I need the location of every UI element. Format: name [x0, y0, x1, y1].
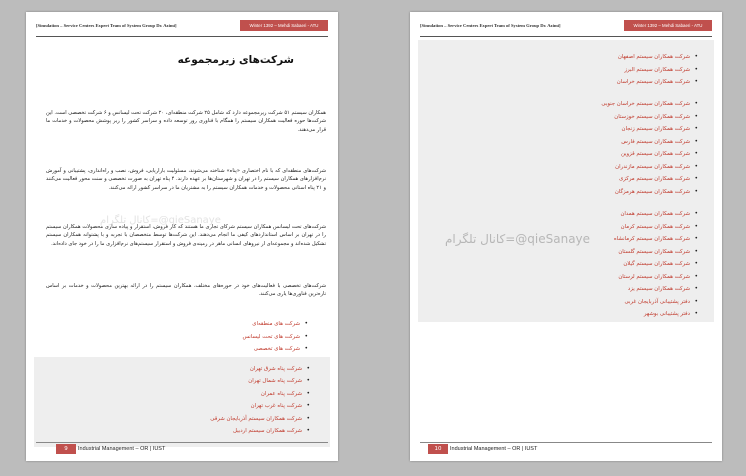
section-title: شرکت‌های زیرمجموعه	[177, 54, 294, 66]
list-item[interactable]: • شرکت همکاران سیستم یزد	[614, 283, 698, 296]
list-item[interactable]: • شرکت همکاران سیستم اصفهان	[617, 51, 698, 64]
watermark-text: کانال تلگرام=@qieSanaye	[445, 232, 591, 246]
list-item[interactable]: • شرکت همکاران سیستم گلستان	[614, 246, 698, 259]
paragraph-regional: شرکت‌های منطقه‌ای که با نام اختصاری «پناه» شناخته می‌شوند، مسئولیت بازاریابی، فروش، نصب و راه‌اندازی، پشتیبانی و آموزش نرم‌افزارهای همکاران سیستم را در تهران و شهرستان‌ها بر عهده دارند. ۴ پناه تهران به صورت تخصصی و سنت محور فعالیت می‌کنند و ۲۱ پناه استانی محصولات و خدمات همکاران سیستم را به مشتریان ما در سراسر کشور ارائه می‌کنند.	[46, 168, 326, 191]
list-item[interactable]: • شرکت همکاران سیستم قزوین	[601, 148, 698, 161]
page-footer	[420, 444, 712, 454]
list-item[interactable]: • دفتر پشتیبانی بوشهر	[614, 308, 698, 321]
list-item[interactable]: • شرکت های تحت لیسانس	[242, 331, 308, 344]
footer-text: Industrial Management – OR | IUST	[450, 446, 538, 452]
list-item[interactable]: • شرکت همکاران سیستم فارس	[601, 136, 698, 149]
list-item[interactable]: • شرکت همکاران سیستم کرمان	[614, 221, 698, 234]
list-item[interactable]: • شرکت همکاران سیستم آذربایجان شرقی	[210, 413, 310, 425]
footer-divider	[36, 442, 328, 443]
list-item[interactable]: • شرکت همکاران سیستم لرستان	[614, 271, 698, 284]
list-item[interactable]: • شرکت همکاران سیستم همدان	[614, 208, 698, 221]
header-divider	[420, 36, 712, 37]
list-item[interactable]: • شرکت همکاران سیستم خراسان جنوبی	[601, 98, 698, 111]
paragraph-intro: همکاران سیستم ۵۱ شرکت زیرمجموعه دارد که شامل ۲۵ شرکت منطقه‌ای، ۲۰ شرکت تحت لیسانس و ۶ شرکت تخصصی است. این شرکت‌ها حوزه فعالیت همکاران سیستم را همگام با فناوری روز توسعه داده و سراسر کشور را زیر پوشش محصولات و خدمات ما قرار می‌دهند.	[46, 110, 326, 133]
list-item[interactable]: • شرکت همکاران سیستم اردبیل	[210, 425, 310, 437]
document-page-left	[26, 12, 338, 461]
page-number: 10	[428, 444, 448, 454]
list-item[interactable]: • شرکت پناه شمال تهران	[210, 375, 310, 387]
watermark-faint: کانال تلگرام=@qieSanaye	[100, 215, 221, 226]
paragraph-specialized: شرکت‌های تخصصی با فعالیت‌های خود در حوزه‌های مختلف، همکاران سیستم را در ارائه بهترین محصولات و خدمات بر اساس تازه‌ترین فناوری‌ها یاری می‌کنند.	[46, 283, 326, 298]
list-item[interactable]: • شرکت همکاران سیستم مرکزی	[601, 173, 698, 186]
header-right-badge: Winter 1392 – Mehdi Sabaeri - ATU	[624, 20, 712, 31]
header-left-text: [Simulation – Service Centers Expert Team of System Group Dr. Azimi]	[420, 23, 561, 28]
paragraph-licensed: شرکت‌های تحت لیسانس همکاران سیستم شرکای تجاری ما هستند که کار فروش، استقرار و پیاده سازی محصولات همکاران سیستم را در تهران بر اساس استانداردهای کیفی ما انجام می‌دهند. این شرکت‌ها توسط متخصصان با تجربه و با پشتوانه همکاران سیستم تشکیل شده‌اند و مجموعه‌ای از نیروهای انسانی ماهر در زمینه‌ی فروش و استقرار سیستم‌های نرم‌افزاری ما را در خود جای داده‌اند.	[46, 224, 326, 247]
header-left-text: [Simulation – Service Centers Expert Team of System Group Dr. Azimi]	[36, 23, 177, 28]
header-right-badge: Winter 1392 – Mehdi Sabaeri - ATU	[240, 20, 328, 31]
list-item[interactable]: • شرکت پناه عمران	[210, 388, 310, 400]
list-item[interactable]: • شرکت همکاران سیستم هرمزگان	[601, 186, 698, 199]
company-types-list	[242, 318, 308, 356]
page-number: 9	[56, 444, 76, 454]
companies-group-3	[614, 208, 698, 321]
header-divider	[36, 36, 328, 37]
page-header	[420, 20, 712, 34]
list-item[interactable]: • شرکت همکاران سیستم خوزستان	[601, 111, 698, 124]
footer-divider	[420, 442, 712, 443]
list-item[interactable]: • شرکت همکاران سیستم البرز	[617, 64, 698, 77]
page-header	[36, 20, 328, 34]
offices-list	[210, 363, 310, 437]
list-item[interactable]: • دفتر پشتیبانی آذربایجان غربی	[614, 296, 698, 309]
footer-text: Industrial Management – OR | IUST	[78, 446, 166, 452]
list-item[interactable]: • شرکت همکاران سیستم کرمانشاه	[614, 233, 698, 246]
list-item[interactable]: • شرکت پناه غرب تهران	[210, 400, 310, 412]
list-item[interactable]: • شرکت های منطقه‌ای	[242, 318, 308, 331]
list-item[interactable]: • شرکت همکاران سیستم زنجان	[601, 123, 698, 136]
page-footer	[36, 444, 328, 454]
companies-group-1	[617, 51, 698, 89]
companies-group-2	[601, 98, 698, 198]
list-item[interactable]: • شرکت پناه شرق تهران	[210, 363, 310, 375]
list-item[interactable]: • شرکت همکاران سیستم گیلان	[614, 258, 698, 271]
list-item[interactable]: • شرکت های تخصصی	[242, 343, 308, 356]
list-item[interactable]: • شرکت همکاران سیستم خراسان	[617, 76, 698, 89]
list-item[interactable]: • شرکت همکاران سیستم مازندران	[601, 161, 698, 174]
